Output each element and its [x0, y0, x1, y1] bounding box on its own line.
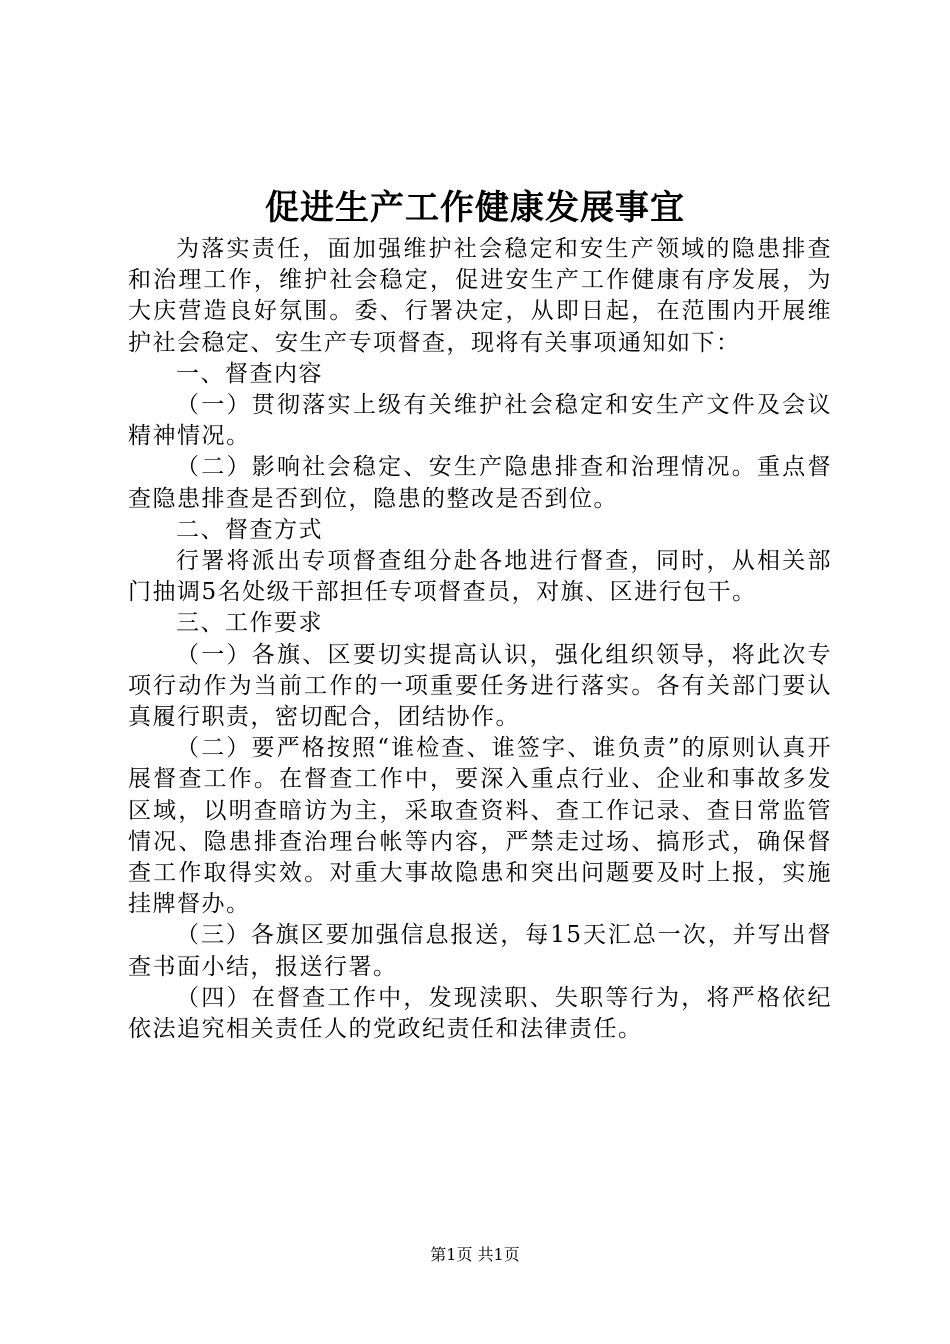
- section-heading-work-requirements: 三、工作要求: [176, 610, 323, 637]
- paragraph-item: （二）影响社会稳定、安生产隐患排查和治理情况。重点督查隐患排查是否到位，隐患的整改是否到位。: [128, 454, 832, 512]
- paragraph-item: （二）要严格按照“谁检查、谁签字、谁负责”的原则认真开展督查工作。在督查工作中，要深入重点行业、企业和事故多发区域，以明查暗访为主，采取查资料、查工作记录、查日常监管情况、隐患排查治理台帐等内容，严禁走过场、搞形式，确保督查工作取得实效。对重大事故隐患和突出问题要及时上报，实施挂牌督办。: [128, 735, 832, 918]
- section-heading-inspection-method: 二、督查方式: [176, 516, 323, 543]
- document-body: [128, 234, 832, 1045]
- intro-paragraph: 为落实责任，面加强维护社会稳定和安生产领域的隐患排查和治理工作，维护社会稳定，促进安生产工作健康有序发展，为大庆营造良好氛围。委、行署决定，从即日起，在范围内开展维护社会稳定、安生产专项督查，现将有关事项通知如下：: [128, 236, 832, 356]
- document-title: 促进生产工作健康发展事宜: [265, 188, 685, 228]
- paragraph-item: （四）在督查工作中，发现渎职、失职等行为，将严格依纪依法追究相关责任人的党政纪责任和法律责任。: [128, 984, 832, 1043]
- page-footer: 第1页 共1页: [430, 1245, 520, 1264]
- paragraph-item: （三）各旗区要加强信息报送，每15天汇总一次，并写出督查书面小结，报送行署。: [128, 922, 832, 980]
- section-heading-inspection-content: 一、督查内容: [176, 360, 323, 387]
- paragraph-item: （一）各旗、区要切实提高认识，强化组织领导，将此次专项行动作为当前工作的一项重要任务进行落实。各有关部门要认真履行职责，密切配合，团结协作。: [128, 641, 832, 731]
- paragraph-item: （一）贯彻落实上级有关维护社会稳定和安生产文件及会议精神情况。: [128, 392, 832, 450]
- paragraph-item: 行署将派出专项督查组分赴各地进行督查，同时，从相关部门抽调5名处级干部担任专项督查员，对旗、区进行包干。: [128, 548, 832, 606]
